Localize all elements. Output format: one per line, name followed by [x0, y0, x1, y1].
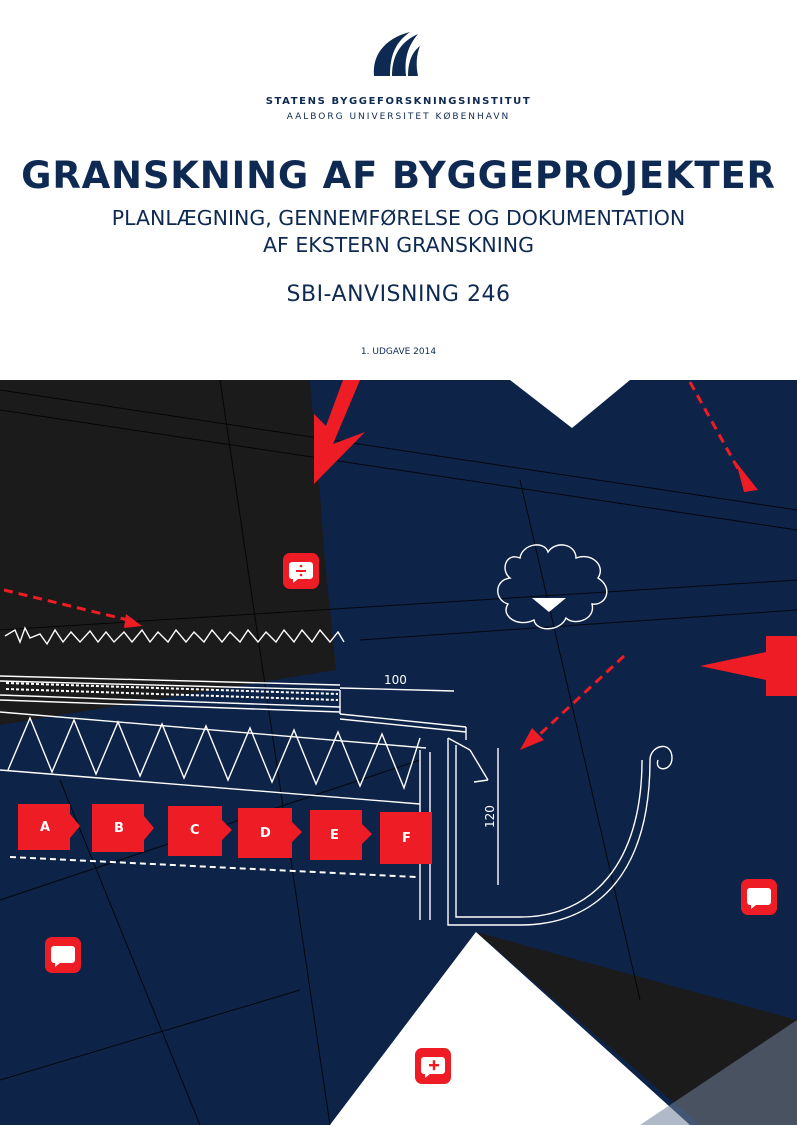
step-f	[380, 812, 432, 864]
institute-logo	[366, 24, 422, 80]
step-d-label: D	[260, 826, 271, 841]
divide-speech-bubble-icon	[283, 553, 319, 589]
step-c-label: C	[190, 823, 200, 838]
institute-affiliation: AALBORG UNIVERSITET KØBENHAVN	[286, 112, 511, 122]
cover-illustration	[0, 380, 797, 1125]
speech-bubble-icon	[741, 879, 777, 915]
subtitle-line-1: PLANLÆGNING, GENNEMFØRELSE OG DOKUMENTATION	[111, 206, 686, 230]
cover-header	[0, 0, 797, 380]
speech-bubble-icon	[45, 937, 81, 973]
document-title: GRANSKNING AF BYGGEPROJEKTER	[21, 154, 776, 197]
dimension-label-120: 120	[483, 805, 497, 828]
step-a-label: A	[40, 820, 51, 835]
subtitle-line-2: AF EKSTERN GRANSKNING	[262, 233, 535, 257]
institute-name: STATENS BYGGEFORSKNINGSINSTITUT	[265, 96, 532, 107]
step-e-label: E	[330, 828, 339, 843]
series-label: SBI-ANVISNING 246	[286, 282, 511, 307]
add-speech-bubble-icon	[415, 1048, 451, 1084]
step-f-label: F	[402, 831, 411, 846]
edition-label: 1. UDGAVE 2014	[360, 347, 437, 357]
step-b-label: B	[114, 821, 124, 836]
dimension-label-100: 100	[384, 673, 407, 687]
